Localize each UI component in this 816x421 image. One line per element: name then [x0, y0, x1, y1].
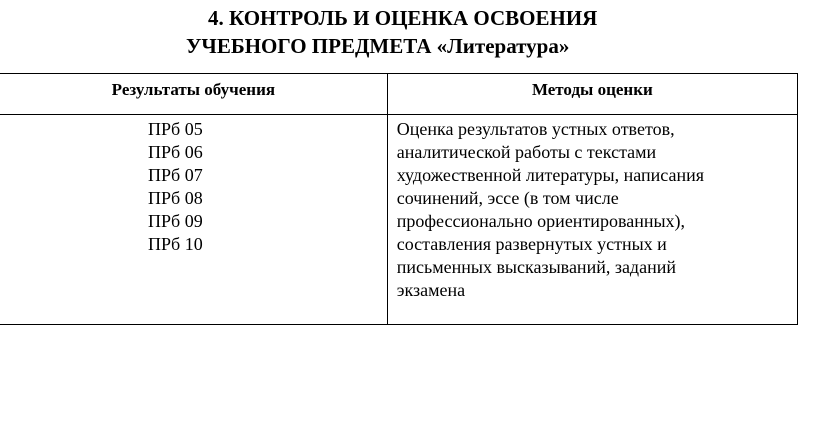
list-item: ПРб 09	[148, 211, 203, 231]
methods-line: профессионально ориентированных),	[396, 211, 686, 231]
methods-cell	[387, 115, 797, 325]
list-item: ПРб 10	[148, 234, 203, 254]
title-line-2: УЧЕБНОГО ПРЕДМЕТА «Литература»	[186, 34, 570, 58]
header-results: Результаты обучения	[0, 74, 387, 115]
table-row	[0, 115, 798, 325]
methods-line: сочинений, эссе (в том числе	[396, 188, 619, 208]
methods-line: художественной литературы, написания	[396, 165, 705, 185]
assessment-table	[0, 73, 798, 325]
methods-line: Оценка результатов устных ответов,	[396, 119, 675, 139]
header-methods: Методы оценки	[387, 74, 797, 115]
list-item: ПРб 08	[148, 188, 203, 208]
list-item: ПРб 05	[148, 119, 203, 139]
methods-line: экзамена	[396, 280, 466, 300]
results-list	[148, 118, 203, 256]
methods-line: письменных высказываний, заданий	[396, 257, 676, 277]
list-item: ПРб 06	[148, 142, 203, 162]
methods-line: составления развернутых устных и	[396, 234, 667, 254]
list-item: ПРб 07	[148, 165, 203, 185]
table-header-row	[0, 74, 798, 115]
title-line-1: 4. КОНТРОЛЬ И ОЦЕНКА ОСВОЕНИЯ	[208, 6, 598, 30]
methods-line: аналитической работы с текстами	[396, 142, 657, 162]
results-cell	[0, 115, 387, 325]
